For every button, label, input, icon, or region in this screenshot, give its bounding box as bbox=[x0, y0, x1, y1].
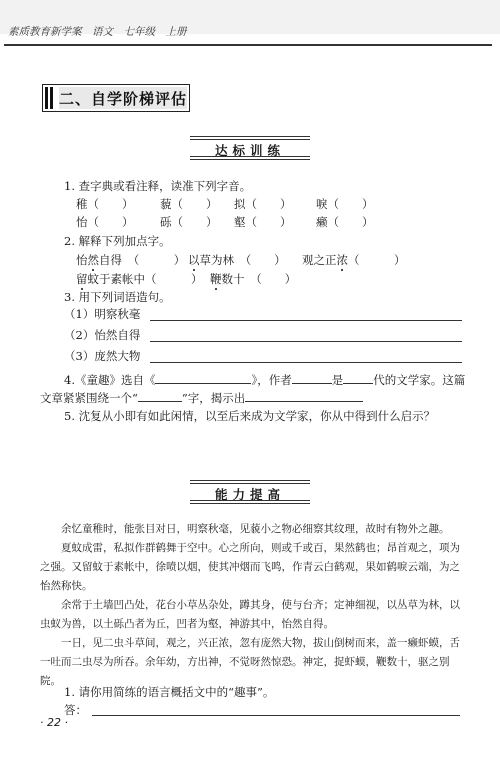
q1-prompt: 1. 查字典或看注释，读准下列字音。 bbox=[64, 179, 252, 193]
fill-blank-dynasty[interactable] bbox=[343, 372, 373, 384]
running-header: 素质教育新学案 语文 七年级 上册 bbox=[8, 26, 187, 38]
fill-blank-theme[interactable] bbox=[245, 390, 363, 402]
passage-paragraph: 余忆童稚时，能张目对日，明察秋毫，见藐小之物必细察其纹理，故时有物外之趣。 bbox=[61, 523, 450, 535]
dotted-word-item: 怡然自得 （ ） bbox=[76, 253, 186, 267]
pinyin-item: 拟（ ） bbox=[234, 197, 292, 211]
header-rule bbox=[4, 44, 492, 46]
ability-heading bbox=[190, 478, 310, 506]
answer-line[interactable] bbox=[150, 319, 462, 321]
passage bbox=[40, 520, 468, 691]
dotted-word-item: 鞭数十 （ ） bbox=[210, 272, 297, 286]
q4-line-2: 文章紧紧围绕一个“ ”字，揭示出 bbox=[40, 390, 363, 406]
fill-blank-author[interactable] bbox=[292, 372, 332, 384]
pinyin-item: 稚（ ） bbox=[76, 197, 134, 211]
dotted-word-item: 留蚊于素帐中（ ） bbox=[76, 272, 203, 286]
section-banner bbox=[42, 84, 190, 112]
q4-line-1: 4.《童趣》选自《 》，作者 是 代的文学家。这篇 bbox=[64, 373, 466, 387]
q3-item-label: （2）怡然自得 bbox=[64, 328, 141, 342]
q3-item-label: （3）庞然大物 bbox=[64, 349, 141, 363]
standard-practice-heading-text: 达标训练 bbox=[214, 143, 285, 158]
emphasis-dot-char: 鞭 bbox=[210, 272, 222, 286]
q3-prompt: 3. 用下列词语造句。 bbox=[64, 290, 171, 304]
emphasis-dot-char: 浓 bbox=[336, 253, 348, 267]
pinyin-item: 怡（ ） bbox=[76, 215, 134, 229]
pinyin-item: 癞（ ） bbox=[316, 215, 374, 229]
q3-item-label: （1）明察秋毫 bbox=[64, 307, 141, 321]
passage-paragraph: 夏蚊成雷，私拟作群鹤舞于空中。心之所向，则或千或百，果然鹤也；昂首观之，项为之强。又留蚊于素帐中，徐喷以烟，使其冲烟而飞鸣，作青云白鹤观，果如鹤唳云端，为之怡然称快。 bbox=[40, 542, 460, 592]
dotted-word-item: 观之正浓（ ） bbox=[302, 253, 406, 267]
pinyin-item: 藐（ ） bbox=[160, 197, 218, 211]
page-number: · 22 · bbox=[40, 716, 68, 729]
fill-blank-keyword[interactable] bbox=[138, 390, 182, 402]
passage-paragraph: 一日，见二虫斗草间，观之，兴正浓，忽有庞然大物，拔山倒树而来，盖一癞虾蟆，舌一吐而二虫尽为所吞。余年幼，方出神，不觉呀然惊恐。神定，捉虾蟆，鞭数十，驱之别院。 bbox=[40, 637, 460, 687]
q2-prompt: 2. 解释下列加点字。 bbox=[64, 234, 171, 248]
emphasis-dot-char: 然 bbox=[87, 253, 99, 267]
answer-line[interactable] bbox=[150, 340, 462, 342]
ability-heading-text: 能力提高 bbox=[214, 487, 285, 502]
banner-bars-decoration bbox=[45, 87, 55, 109]
emphasis-dot-char: 以 bbox=[188, 253, 200, 267]
answer-label: 答： bbox=[64, 703, 87, 717]
q5-prompt: 5. 沈复从小即有如此闲情，以至后来成为文学家，你从中得到什么启示？ bbox=[64, 409, 436, 423]
ability-q1-prompt: 1. 请你用简练的语言概括文中的“趣事”。 bbox=[64, 685, 275, 699]
dotted-word-item: 以草为林 （ ） bbox=[188, 253, 286, 267]
answer-line[interactable] bbox=[92, 714, 460, 716]
pinyin-item: 壑（ ） bbox=[234, 215, 292, 229]
passage-paragraph: 余常于土墙凹凸处，花台小草丛杂处，蹲其身，使与台齐；定神细视，以丛草为林，以虫蚁为兽，以土砾凸者为丘，凹者为壑，神游其中，怡然自得。 bbox=[40, 599, 460, 630]
pinyin-item: 唳（ ） bbox=[316, 197, 374, 211]
section-title: 二、自学阶梯评估 bbox=[59, 87, 187, 109]
fill-blank-book[interactable] bbox=[155, 372, 251, 384]
emphasis-dot-char: 留 bbox=[76, 272, 88, 286]
standard-practice-heading bbox=[190, 134, 310, 162]
pinyin-item: 砾（ ） bbox=[160, 215, 218, 229]
answer-line[interactable] bbox=[150, 361, 462, 363]
